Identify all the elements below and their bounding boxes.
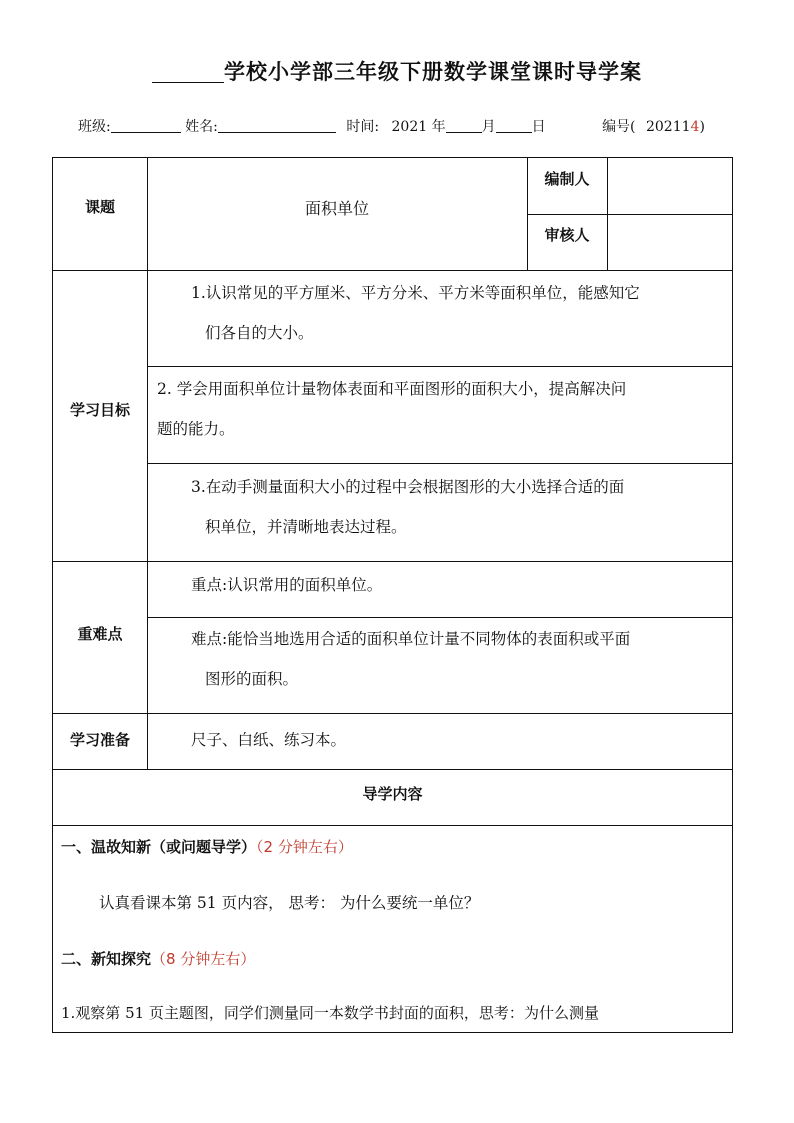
code-close: ) <box>699 119 705 135</box>
row-divider <box>53 769 732 770</box>
goal-2-line1: 2. 学会用面积单位计量物体表面和平面图形的面积大小，提高解决问 <box>157 380 627 398</box>
year-text: 2021 年 <box>391 119 446 135</box>
day-text: 日 <box>531 119 546 135</box>
lesson-table <box>52 157 733 1033</box>
hard-point-line1: 难点:能恰当地选用合适的面积单位计量不同物体的表面积或平面 <box>191 630 631 648</box>
day-blank <box>496 117 532 133</box>
code-suffix: 4 <box>690 119 700 135</box>
section2-text: 1.观察第 51 页主题图，同学们测量同一本数学书封面的面积，思考：为什么测量 <box>61 1004 599 1022</box>
prep-value: 尺子、白纸、练习本。 <box>191 731 347 749</box>
class-blank <box>111 117 181 133</box>
key-point: 重点:认识常用的面积单位。 <box>191 576 383 594</box>
topic-label: 课题 <box>84 198 115 216</box>
goal-3-line2: 积单位，并清晰地表达过程。 <box>205 518 407 536</box>
section2-time: （8 分钟左右） <box>151 950 256 968</box>
row-divider <box>53 561 732 562</box>
column-divider <box>147 158 148 769</box>
row-divider <box>147 463 732 464</box>
editor-label: 编制人 <box>544 170 590 188</box>
info-line <box>78 116 758 136</box>
month-text: 月 <box>481 119 496 135</box>
keypoints-label: 重难点 <box>77 625 123 643</box>
section1-time: （2 分钟左右） <box>256 838 353 856</box>
section1-text: 认真看课本第 51 页内容， 思考： 为什么要统一单位？ <box>99 894 480 912</box>
page-title: 学校小学部三年级下册数学课堂课时导学案 <box>0 56 794 86</box>
section2-title: 二、新知探究（8 分钟左右） <box>61 950 256 968</box>
row-divider <box>147 366 732 367</box>
row-divider <box>53 270 732 271</box>
name-blank <box>218 117 336 133</box>
time-label: 时间: <box>346 119 380 135</box>
guide-header: 导学内容 <box>362 785 423 803</box>
goal-1-line1: 1.认识常见的平方厘米、平方分米、平方米等面积单位，能感知它 <box>191 284 640 302</box>
month-blank <box>446 117 482 133</box>
prep-label: 学习准备 <box>69 731 130 749</box>
reviewer-field[interactable] <box>608 215 732 270</box>
code-prefix: 20211 <box>645 119 691 135</box>
hard-point-line2: 图形的面积。 <box>205 670 299 688</box>
row-divider <box>53 713 732 714</box>
row-divider <box>53 825 732 826</box>
section1-title: 一、温故知新（或问题导学）（2 分钟左右） <box>61 838 353 856</box>
goal-1-line2: 们各自的大小。 <box>205 324 314 342</box>
goal-2-line2: 题的能力。 <box>157 420 235 438</box>
goal-3-line1: 3.在动手测量面积大小的过程中会根据图形的大小选择合适的面 <box>191 478 625 496</box>
name-label: 姓名: <box>185 119 218 135</box>
code-label: 编号( <box>602 119 636 135</box>
class-label: 班级: <box>78 119 111 135</box>
editor-field[interactable] <box>608 158 732 214</box>
goals-label: 学习目标 <box>69 401 130 419</box>
school-name-blank <box>152 60 224 83</box>
reviewer-label: 审核人 <box>544 226 590 244</box>
row-divider <box>147 617 732 618</box>
topic-value: 面积单位 <box>304 199 369 218</box>
